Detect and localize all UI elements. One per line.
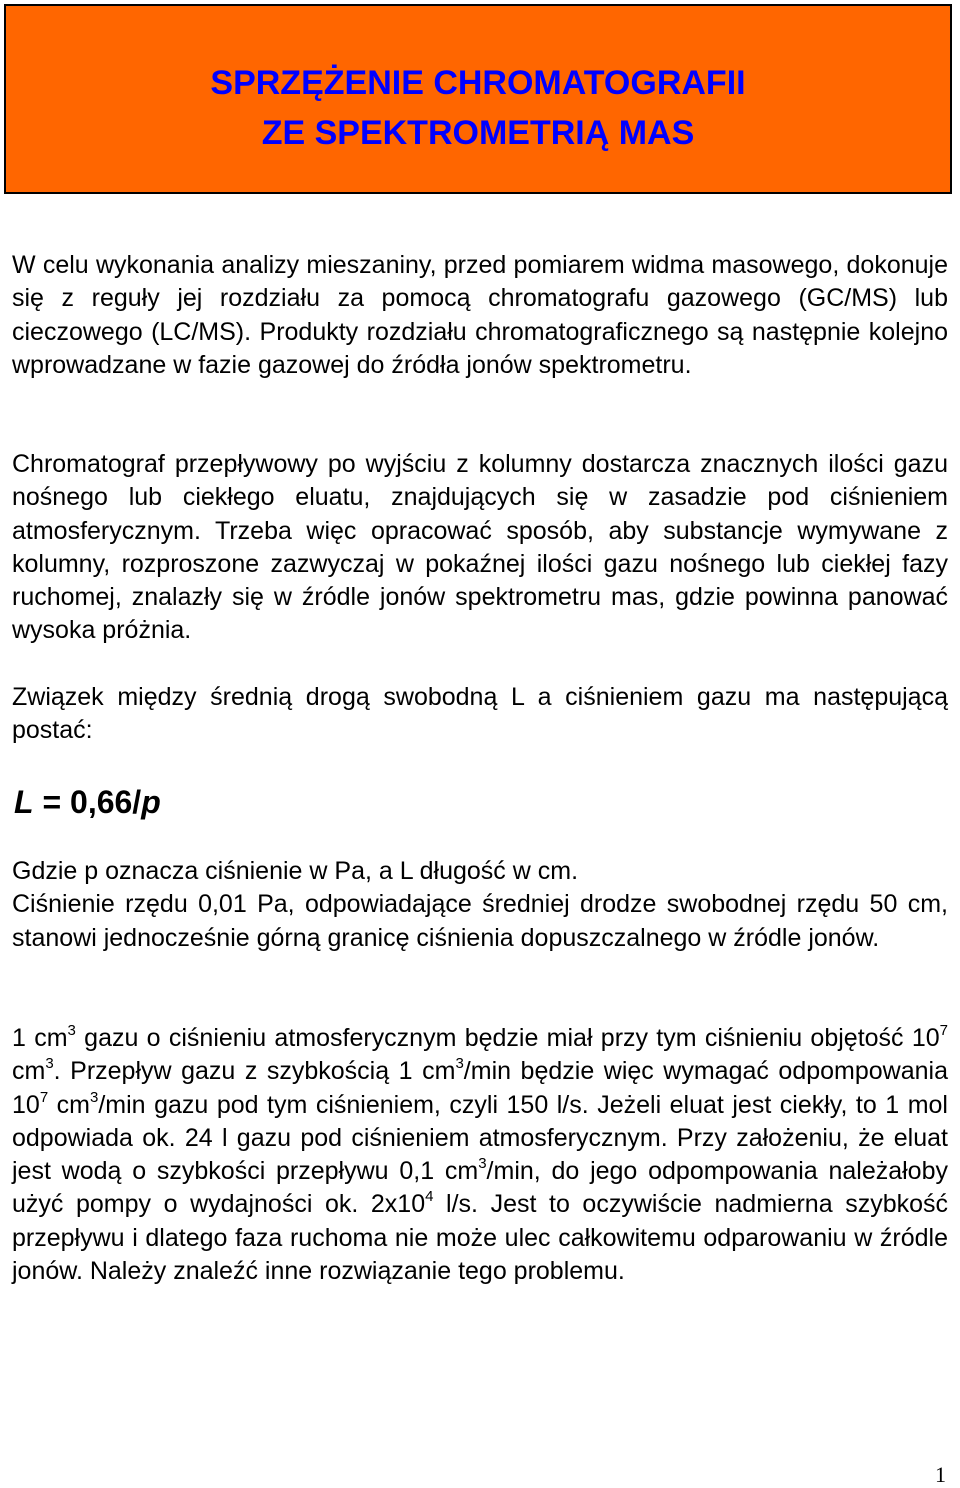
formula-number: 0,66/: [70, 784, 142, 820]
superscript: 7: [939, 1022, 948, 1039]
page-number: 1: [935, 1462, 946, 1487]
superscript: 3: [478, 1155, 487, 1173]
pressure-definition: Gdzie p oznacza ciśnienie w Pa, a L długość w cm.: [12, 857, 579, 885]
paragraph-chromatograph: Chromatograf przepływowy po wyjściu z kolumny dostarcza znacznych ilości gazu nośnego lub ciekłego eluatu, znajdujących się w zasadzie pod ciśnieniem atmosferycznym. Trzeba więc opracować sposób, aby substancje wymywane z kolumny, rozproszone zazwyczaj w pokaźnej ilości gazu nośnego lub ciekłej fazy ruchomej, znalazły się w źródle jonów spektrometru mas, gdzie powinna panować wysoka próżnia.: [12, 450, 948, 645]
paragraph-intro: W celu wykonania analizy mieszaniny, przed pomiarem widma masowego, dokonuje się z reguły jej rozdziału za pomocą chromatografu gazowego (GC/MS) lub cieczowego (LC/MS). Produkty rozdziału chromatograficznego są następnie kolejno wprowadzane w fazie gazowej do źródła jonów spektrometru.: [12, 251, 948, 379]
text-segment: cm: [12, 1057, 46, 1086]
text-segment: . Przepływ gazu z szybkością 1 cm: [53, 1057, 456, 1086]
formula-equals: =: [33, 784, 71, 820]
paragraph-mean-free-path: Związek między średnią drogą swobodną L a ciśnieniem gazu ma następującą postać:: [12, 683, 948, 745]
document-title: [6, 58, 950, 158]
formula-lhs: L: [14, 784, 34, 820]
title-line-2: ZE SPEKTROMETRIĄ MAS: [261, 114, 695, 152]
superscript: 3: [90, 1088, 99, 1106]
text-segment: cm: [48, 1090, 90, 1119]
paragraph-gas-volume: [12, 1022, 948, 1288]
paragraph-pressure: [12, 855, 948, 955]
superscript: 3: [455, 1055, 464, 1073]
text-segment: l/s. Jest to oczywiście nadmierna szybkość przepływu i dlatego faza ruchoma nie może ulec całkowitemu odparowaniu w źródle jonów. Należy znaleźć inne rozwiązanie tego problemu.: [12, 1190, 948, 1286]
superscript: 3: [67, 1022, 76, 1039]
text-segment: /min, do jego odpompowania należałoby użyć pompy o wydajności ok. 2x10: [12, 1157, 948, 1219]
text-segment: /min będzie więc wymagać odpompowania 10: [12, 1057, 948, 1119]
superscript: 4: [425, 1188, 434, 1206]
text-segment: /min gazu pod tym ciśnieniem, czyli 150 l/s. Jeżeli eluat jest ciekły, to 1 mol odpowiada ok. 24 l gazu pod ciśnieniem atmosferycznym. Przy założeniu, że eluat jest wodą o szybkości przepływu 0,1 cm: [12, 1090, 948, 1186]
mean-free-path-formula: [14, 780, 161, 824]
title-banner: [4, 4, 952, 194]
formula-rhs: p: [141, 784, 161, 820]
superscript: 7: [39, 1088, 49, 1106]
text-segment: 1 cm: [12, 1024, 68, 1052]
superscript: 3: [45, 1055, 54, 1073]
text-segment: gazu o ciśnieniu atmosferycznym będzie miał przy tym ciśnieniu objętość 10: [75, 1024, 940, 1052]
title-line-1: SPRZĘŻENIE CHROMATOGRAFII: [210, 64, 746, 102]
pressure-limit: Ciśnienie rzędu 0,01 Pa, odpowiadające średniej drodze swobodnej rzędu 50 cm, stanowi jednocześnie górną granicę ciśnienia dopuszczalnego w źródle jonów.: [12, 890, 948, 952]
